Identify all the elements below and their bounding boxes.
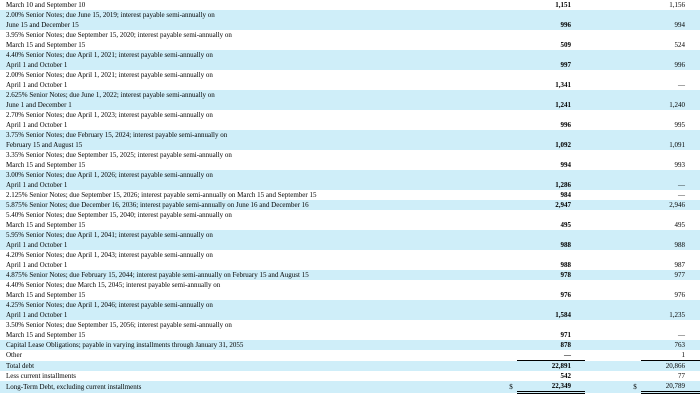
- description-line: March 10 and September 10: [6, 0, 86, 9]
- currency-symbol: [505, 30, 517, 50]
- debt-description: [0, 10, 505, 30]
- column-gap: [585, 361, 629, 372]
- description-line: Total debt: [6, 361, 35, 370]
- table-row: [0, 190, 700, 200]
- currency-symbol: [629, 90, 641, 110]
- table-row: [0, 210, 700, 230]
- table-row: [0, 350, 700, 361]
- table-row: [0, 150, 700, 170]
- description-line: March 15 and September 15: [6, 290, 86, 299]
- value-current-year: 994: [560, 160, 571, 169]
- description-line: Long-Term Debt, excluding current installments: [6, 383, 142, 391]
- currency-symbol: [505, 371, 517, 381]
- column-gap: [585, 210, 629, 230]
- column-gap: [585, 381, 629, 393]
- value-prior-year: 994: [641, 10, 700, 30]
- debt-description: [0, 371, 505, 381]
- value-current-year: 984: [560, 190, 571, 199]
- value-current-year: 509: [560, 40, 571, 49]
- value-current-year: 996: [517, 10, 585, 30]
- currency-symbol: [629, 150, 641, 170]
- table-row: [0, 90, 700, 110]
- debt-description: [0, 170, 505, 190]
- column-gap: [585, 320, 629, 340]
- description-line: April 1 and October 1: [6, 80, 68, 89]
- table-row: [0, 320, 700, 340]
- currency-symbol: [505, 110, 517, 130]
- value-prior-year: 996: [641, 50, 700, 70]
- currency-symbol: [629, 371, 641, 381]
- currency-symbol: [629, 10, 641, 30]
- value-prior-year: 988: [641, 230, 700, 250]
- column-gap: [585, 70, 629, 90]
- debt-description: [0, 270, 505, 280]
- column-gap: [585, 340, 629, 350]
- description-line: April 1 and October 1: [6, 60, 68, 69]
- debt-description: [0, 340, 505, 350]
- column-gap: [585, 0, 629, 10]
- description-line: 3.35% Senior Notes; due September 15, 2025; interest payable semi-annually on: [6, 151, 232, 159]
- value-prior-year: 987: [674, 260, 685, 269]
- debt-description: [0, 150, 505, 170]
- value-prior-year: 763: [641, 340, 700, 350]
- table-row: [0, 70, 700, 90]
- currency-symbol: [505, 70, 517, 90]
- value-current-year: 22,349: [517, 381, 585, 393]
- value-current-year: 542: [560, 371, 571, 380]
- currency-symbol: [629, 250, 641, 270]
- description-line: April 1 and October 1: [6, 310, 68, 319]
- value-prior-year: 20,789: [641, 381, 700, 393]
- value-current-year: 1,241: [517, 90, 585, 110]
- currency-symbol: [505, 10, 517, 30]
- value-current-year: —: [564, 350, 571, 359]
- table-row: [0, 0, 700, 10]
- column-gap: [585, 30, 629, 50]
- description-line: Capital Lease Obligations; payable in varying installments through January 31, 2055: [6, 340, 244, 349]
- debt-description: [0, 320, 505, 340]
- description-line: 5.95% Senior Notes; due April 1, 2041; interest payable semi-annually on: [6, 231, 213, 239]
- value-current-year: 22,891: [517, 361, 585, 372]
- currency-symbol: [629, 340, 641, 350]
- description-line: 3.75% Senior Notes; due February 15, 2024; interest payable semi-annually on: [6, 131, 228, 139]
- currency-symbol: [629, 70, 641, 90]
- value-prior-year: 976: [674, 290, 685, 299]
- table-row: [0, 250, 700, 270]
- debt-description: [0, 361, 505, 372]
- value-current-year: 988: [560, 260, 571, 269]
- column-gap: [585, 90, 629, 110]
- currency-symbol: [629, 270, 641, 280]
- currency-symbol: [629, 190, 641, 200]
- value-current-year: 1,341: [555, 80, 571, 89]
- description-line: 4.40% Senior Notes; due March 15, 2045; interest payable semi-annually on: [6, 281, 221, 289]
- currency-symbol: [629, 50, 641, 70]
- currency-symbol: [505, 320, 517, 340]
- description-line: 4.20% Senior Notes; due April 1, 2043; interest payable semi-annually on: [6, 251, 213, 259]
- description-line: June 1 and December 1: [6, 100, 72, 109]
- table-row: [0, 110, 700, 130]
- value-prior-year: —: [641, 170, 700, 190]
- value-current-year: 878: [517, 340, 585, 350]
- currency-symbol: [629, 30, 641, 50]
- debt-description: [0, 90, 505, 110]
- currency-symbol: [505, 190, 517, 200]
- table-row: [0, 340, 700, 350]
- description-line: 2.70% Senior Notes; due April 1, 2023; interest payable semi-annually on: [6, 111, 213, 119]
- description-line: March 15 and September 15: [6, 40, 86, 49]
- currency-symbol: [505, 210, 517, 230]
- description-line: April 1 and October 1: [6, 180, 68, 189]
- value-prior-year: —: [678, 80, 685, 89]
- description-line: 3.00% Senior Notes; due April 1, 2026; interest payable semi-annually on: [6, 171, 213, 179]
- currency-symbol: [629, 0, 641, 10]
- column-gap: [585, 250, 629, 270]
- value-current-year: 971: [560, 330, 571, 339]
- description-line: 5.875% Senior Notes; due December 16, 2036; interest payable semi-annually on June 16 and December 16: [6, 200, 309, 209]
- value-current-year: 996: [560, 120, 571, 129]
- column-gap: [585, 200, 629, 210]
- value-current-year: 495: [560, 220, 571, 229]
- value-current-year: 997: [517, 50, 585, 70]
- currency-symbol: [629, 280, 641, 300]
- currency-symbol: [629, 200, 641, 210]
- debt-description: [0, 200, 505, 210]
- table-row: [0, 130, 700, 150]
- currency-symbol: [505, 350, 517, 361]
- value-current-year: 1,584: [517, 300, 585, 320]
- column-gap: [585, 300, 629, 320]
- value-current-year: 1,092: [517, 130, 585, 150]
- value-current-year: 1,151: [555, 0, 571, 9]
- value-current-year: 978: [517, 270, 585, 280]
- currency-symbol: $: [505, 381, 517, 393]
- table-row: [0, 270, 700, 280]
- column-gap: [585, 230, 629, 250]
- column-gap: [585, 110, 629, 130]
- description-line: 4.25% Senior Notes; due April 1, 2046; interest payable semi-annually on: [6, 301, 213, 309]
- description-line: 3.50% Senior Notes; due September 15, 2056; interest payable semi-annually on: [6, 321, 232, 329]
- currency-symbol: [505, 340, 517, 350]
- debt-description: [0, 250, 505, 270]
- column-gap: [585, 50, 629, 70]
- debt-description: [0, 70, 505, 90]
- value-current-year: 988: [517, 230, 585, 250]
- column-gap: [585, 280, 629, 300]
- column-gap: [585, 350, 629, 361]
- currency-symbol: $: [629, 381, 641, 393]
- value-prior-year: 1: [681, 350, 685, 359]
- value-current-year: 2,947: [517, 200, 585, 210]
- value-prior-year: 77: [678, 371, 685, 380]
- table-row: [0, 280, 700, 300]
- currency-symbol: [629, 170, 641, 190]
- table-row: [0, 10, 700, 30]
- table-row: [0, 50, 700, 70]
- description-line: 4.875% Senior Notes; due February 15, 2044; interest payable semi-annually on February 15 and August 15: [6, 270, 309, 279]
- value-prior-year: 1,235: [641, 300, 700, 320]
- debt-description: [0, 50, 505, 70]
- value-current-year: 1,286: [517, 170, 585, 190]
- description-line: 2.00% Senior Notes; due April 1, 2021; interest payable semi-annually on: [6, 71, 213, 79]
- currency-symbol: [505, 300, 517, 320]
- description-line: April 1 and October 1: [6, 240, 68, 249]
- description-line: 5.40% Senior Notes; due September 15, 2040; interest payable semi-annually on: [6, 211, 232, 219]
- currency-symbol: [505, 200, 517, 210]
- currency-symbol: [629, 210, 641, 230]
- value-prior-year: 1,091: [641, 130, 700, 150]
- table-row: [0, 300, 700, 320]
- description-line: March 15 and September 15: [6, 160, 86, 169]
- debt-description: [0, 30, 505, 50]
- currency-symbol: [505, 361, 517, 372]
- description-line: 4.40% Senior Notes; due April 1, 2021; interest payable semi-annually on: [6, 51, 213, 59]
- currency-symbol: [629, 230, 641, 250]
- value-prior-year: 995: [674, 120, 685, 129]
- description-line: April 1 and October 1: [6, 120, 68, 129]
- currency-symbol: [505, 230, 517, 250]
- value-prior-year: 1,156: [669, 0, 685, 9]
- debt-description: [0, 130, 505, 150]
- debt-description: [0, 190, 505, 200]
- description-line: Other: [6, 351, 22, 359]
- column-gap: [585, 371, 629, 381]
- value-current-year: 976: [560, 290, 571, 299]
- debt-description: [0, 110, 505, 130]
- debt-description: [0, 300, 505, 320]
- description-line: March 15 and September 15: [6, 330, 86, 339]
- value-prior-year: 2,946: [641, 200, 700, 210]
- table-row: [0, 361, 700, 372]
- currency-symbol: [505, 130, 517, 150]
- debt-description: [0, 230, 505, 250]
- column-gap: [585, 190, 629, 200]
- currency-symbol: [505, 90, 517, 110]
- table-row: [0, 230, 700, 250]
- debt-description: [0, 0, 505, 10]
- value-prior-year: 977: [641, 270, 700, 280]
- value-prior-year: 495: [674, 220, 685, 229]
- column-gap: [585, 150, 629, 170]
- currency-symbol: [629, 300, 641, 320]
- description-line: February 15 and August 15: [6, 140, 83, 149]
- currency-symbol: [505, 150, 517, 170]
- table-row: [0, 170, 700, 190]
- currency-symbol: [629, 110, 641, 130]
- table-row: [0, 381, 700, 393]
- description-line: 2.125% Senior Notes; due September 15, 2026; interest payable semi-annually on March 15 and September 15: [6, 190, 317, 199]
- currency-symbol: [505, 50, 517, 70]
- value-prior-year: 1,240: [641, 90, 700, 110]
- value-prior-year: 20,866: [641, 361, 700, 372]
- column-gap: [585, 270, 629, 280]
- currency-symbol: [505, 0, 517, 10]
- description-line: June 15 and December 15: [6, 20, 79, 29]
- value-prior-year: 524: [674, 40, 685, 49]
- currency-symbol: [629, 130, 641, 150]
- debt-description: [0, 280, 505, 300]
- debt-description: [0, 381, 505, 393]
- value-prior-year: —: [678, 330, 685, 339]
- table-row: [0, 30, 700, 50]
- description-line: March 15 and September 15: [6, 220, 86, 229]
- column-gap: [585, 170, 629, 190]
- description-line: April 1 and October 1: [6, 260, 68, 269]
- currency-symbol: [505, 170, 517, 190]
- currency-symbol: [629, 350, 641, 361]
- column-gap: [585, 130, 629, 150]
- value-prior-year: —: [678, 190, 685, 199]
- table-row: [0, 371, 700, 381]
- table-row: [0, 200, 700, 210]
- column-gap: [585, 10, 629, 30]
- description-line: Less current installments: [6, 371, 76, 380]
- currency-symbol: [629, 320, 641, 340]
- currency-symbol: [505, 280, 517, 300]
- value-prior-year: 993: [674, 160, 685, 169]
- debt-description: [0, 210, 505, 230]
- description-line: 2.625% Senior Notes; due June 1, 2022; interest payable semi-annually on: [6, 91, 215, 99]
- currency-symbol: [629, 361, 641, 372]
- debt-description: [0, 350, 505, 361]
- description-line: 3.95% Senior Notes; due September 15, 2020; interest payable semi-annually on: [6, 31, 232, 39]
- currency-symbol: [505, 270, 517, 280]
- description-line: 2.00% Senior Notes; due June 15, 2019; interest payable semi-annually on: [6, 11, 215, 19]
- currency-symbol: [505, 250, 517, 270]
